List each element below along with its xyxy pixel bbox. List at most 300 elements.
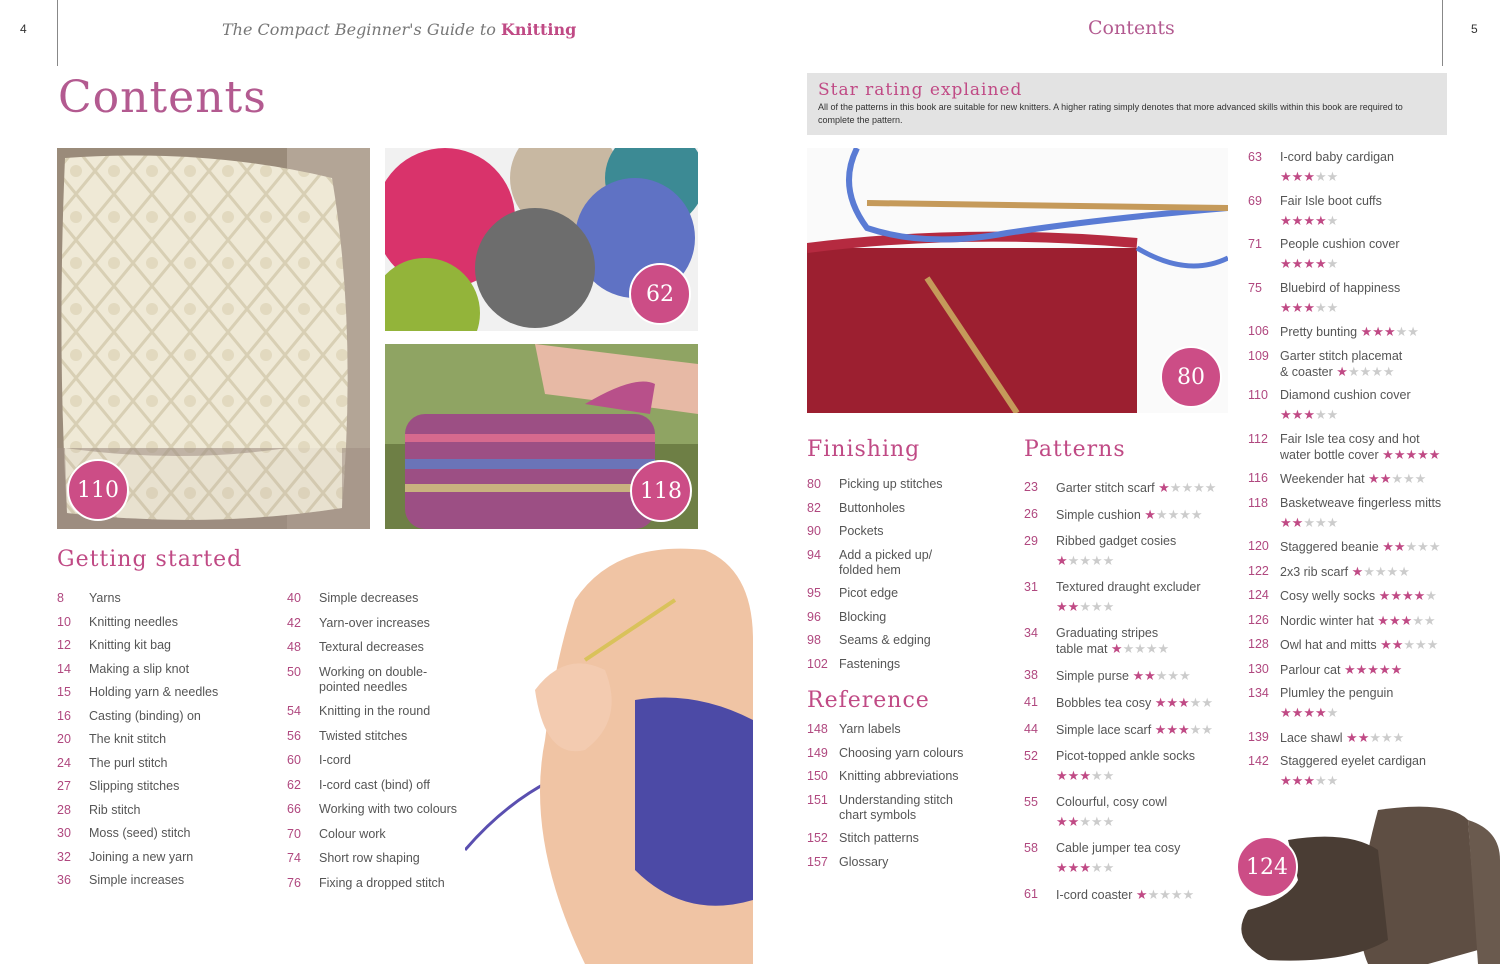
star-filled-icon: ★ bbox=[1079, 860, 1091, 875]
contents-entry bbox=[287, 665, 467, 695]
star-filled-icon: ★ bbox=[1291, 514, 1304, 530]
contents-entry bbox=[1248, 613, 1448, 629]
entry-page-number: 69 bbox=[1248, 193, 1262, 208]
star-empty-icon: ★ bbox=[1204, 480, 1217, 495]
star-empty-icon: ★ bbox=[1314, 169, 1327, 184]
star-filled-icon: ★ bbox=[1303, 256, 1315, 271]
star-empty-icon: ★ bbox=[1189, 722, 1202, 737]
entry-title: Holding yarn & needles bbox=[89, 685, 219, 699]
entry-title: Slipping stitches bbox=[89, 779, 180, 793]
left-page-number: 4 bbox=[20, 22, 27, 36]
contents-entry bbox=[807, 722, 1012, 737]
entry-title: 2x3 rib scarf bbox=[1280, 564, 1349, 579]
star-filled-icon: ★ bbox=[1135, 887, 1148, 902]
entry-page-number: 98 bbox=[807, 633, 821, 647]
star-empty-icon: ★ bbox=[1386, 563, 1399, 579]
star-empty-icon: ★ bbox=[1314, 299, 1327, 315]
star-filled-icon: ★ bbox=[1178, 695, 1190, 710]
contents-entry bbox=[1248, 662, 1448, 678]
entry-page-number: 157 bbox=[807, 854, 828, 869]
star-filled-icon: ★ bbox=[1382, 446, 1394, 462]
entry-title: I-cord coaster bbox=[1056, 888, 1133, 902]
entry-title: Working on double- bbox=[319, 664, 428, 679]
welly-socks-photo bbox=[1228, 800, 1500, 964]
knitting-needle-photo bbox=[807, 148, 1228, 413]
entry-page-number: 66 bbox=[287, 802, 301, 816]
contents-entry bbox=[807, 610, 1012, 625]
getting-started-list-1 bbox=[57, 591, 282, 897]
star-empty-icon: ★ bbox=[1079, 599, 1091, 614]
entry-page-number: 55 bbox=[1024, 795, 1038, 809]
star-rating bbox=[1111, 641, 1169, 656]
star-filled-icon: ★ bbox=[1056, 599, 1068, 614]
star-rating bbox=[1368, 471, 1426, 486]
star-filled-icon: ★ bbox=[1303, 169, 1315, 184]
star-rating bbox=[1280, 705, 1338, 720]
star-filled-icon: ★ bbox=[1154, 722, 1167, 737]
star-rating bbox=[1280, 169, 1338, 184]
entry-title-continued: chart symbols bbox=[839, 807, 917, 822]
entry-page-number: 30 bbox=[57, 826, 71, 840]
contents-entry bbox=[287, 704, 467, 719]
star-filled-icon: ★ bbox=[1336, 363, 1348, 379]
entry-page-number: 58 bbox=[1024, 841, 1038, 855]
contents-entry bbox=[807, 524, 1012, 539]
entry-page-number: 60 bbox=[287, 753, 301, 767]
entry-title: Fair Isle boot cuffs bbox=[1280, 193, 1382, 208]
entry-page-number: 27 bbox=[57, 779, 71, 793]
left-header-rule bbox=[57, 0, 58, 66]
entry-title: Understanding stitch bbox=[839, 792, 953, 807]
entry-title: Seams & edging bbox=[839, 633, 931, 647]
entry-page-number: 44 bbox=[1024, 722, 1038, 736]
contents-entry bbox=[1248, 496, 1448, 531]
entry-page-number: 134 bbox=[1248, 686, 1269, 700]
star-filled-icon: ★ bbox=[1351, 563, 1364, 579]
star-empty-icon: ★ bbox=[1426, 637, 1439, 652]
entry-page-number: 124 bbox=[1248, 588, 1269, 602]
entry-title: Yarns bbox=[89, 591, 121, 605]
star-empty-icon: ★ bbox=[1412, 612, 1424, 628]
star-filled-icon: ★ bbox=[1417, 446, 1429, 462]
entry-page-number: 15 bbox=[57, 685, 71, 699]
entry-page-number: 38 bbox=[1024, 668, 1038, 682]
star-filled-icon: ★ bbox=[1280, 256, 1292, 271]
star-filled-icon: ★ bbox=[1067, 814, 1080, 829]
star-empty-icon: ★ bbox=[1201, 722, 1213, 737]
contents-entry bbox=[807, 793, 1012, 823]
entry-title: Pretty bunting bbox=[1280, 325, 1358, 339]
star-filled-icon: ★ bbox=[1428, 446, 1441, 462]
star-empty-icon: ★ bbox=[1425, 588, 1437, 603]
entry-page-number: 63 bbox=[1248, 150, 1262, 164]
star-filled-icon: ★ bbox=[1144, 668, 1156, 683]
star-rating bbox=[1344, 662, 1402, 677]
star-empty-icon: ★ bbox=[1326, 705, 1339, 720]
contents-entry bbox=[287, 778, 467, 793]
running-head-prefix: The Compact Beginner's Guide to bbox=[222, 20, 496, 39]
right-page-number: 5 bbox=[1471, 22, 1478, 36]
entry-title: Picot-topped ankle socks bbox=[1056, 749, 1195, 763]
entry-page-number: 102 bbox=[807, 656, 828, 671]
contents-entry bbox=[287, 616, 467, 631]
entry-page-number: 128 bbox=[1248, 637, 1269, 651]
entry-title: Short row shaping bbox=[319, 851, 420, 865]
star-empty-icon: ★ bbox=[1155, 668, 1168, 683]
entry-title: Simple cushion bbox=[1056, 508, 1141, 522]
entry-page-number: 148 bbox=[807, 722, 828, 736]
entry-title: Parlour cat bbox=[1280, 662, 1341, 677]
star-filled-icon: ★ bbox=[1144, 507, 1156, 522]
contents-entry bbox=[807, 501, 1012, 516]
star-empty-icon: ★ bbox=[1326, 169, 1339, 184]
entry-page-number: 82 bbox=[807, 500, 821, 515]
entry-page-number: 76 bbox=[287, 875, 301, 890]
entry-page-number: 152 bbox=[807, 831, 828, 845]
entry-title: Pockets bbox=[839, 524, 884, 538]
reference-list bbox=[807, 722, 1012, 878]
contents-entry bbox=[807, 657, 1012, 672]
star-empty-icon: ★ bbox=[1079, 814, 1091, 829]
entry-title: Stitch patterns bbox=[839, 831, 919, 845]
star-rating bbox=[1377, 613, 1435, 628]
entry-title: Knitting abbreviations bbox=[839, 769, 959, 783]
contents-entry bbox=[57, 873, 282, 888]
star-empty-icon: ★ bbox=[1134, 641, 1146, 656]
star-filled-icon: ★ bbox=[1067, 768, 1080, 783]
entry-page-number: 40 bbox=[287, 591, 301, 605]
entry-page-number: 56 bbox=[287, 728, 301, 743]
star-empty-icon: ★ bbox=[1326, 256, 1339, 271]
star-rating bbox=[1155, 722, 1213, 737]
contents-entry bbox=[807, 586, 1012, 601]
entry-page-number: 52 bbox=[1024, 749, 1038, 763]
entry-title: Picot edge bbox=[839, 586, 899, 600]
star-filled-icon: ★ bbox=[1346, 729, 1358, 745]
entry-page-number: 71 bbox=[1248, 237, 1262, 251]
star-empty-icon: ★ bbox=[1371, 363, 1383, 379]
star-filled-icon: ★ bbox=[1280, 773, 1292, 788]
entry-page-number: 61 bbox=[1024, 887, 1038, 901]
star-filled-icon: ★ bbox=[1110, 641, 1123, 656]
entry-title: Graduating stripes bbox=[1056, 626, 1159, 640]
entry-page-number: 42 bbox=[287, 615, 301, 630]
entry-title: Bluebird of happiness bbox=[1280, 280, 1401, 295]
star-filled-icon: ★ bbox=[1391, 637, 1404, 652]
entry-title: Ribbed gadget cosies bbox=[1056, 534, 1177, 548]
contents-entry bbox=[1248, 539, 1448, 555]
star-empty-icon: ★ bbox=[1395, 324, 1408, 339]
contents-entry bbox=[57, 638, 282, 653]
star-empty-icon: ★ bbox=[1102, 860, 1115, 875]
entry-title: Cable jumper tea cosy bbox=[1056, 841, 1181, 855]
star-filled-icon: ★ bbox=[1380, 637, 1392, 652]
entry-page-number: 122 bbox=[1248, 563, 1269, 578]
entry-title: Buttonholes bbox=[839, 500, 906, 515]
entry-title: Nordic winter hat bbox=[1280, 613, 1374, 628]
entry-page-number: 126 bbox=[1248, 612, 1269, 627]
star-filled-icon: ★ bbox=[1280, 514, 1292, 530]
entry-page-number: 120 bbox=[1248, 539, 1269, 553]
star-empty-icon: ★ bbox=[1414, 471, 1427, 486]
contents-entry bbox=[807, 548, 1012, 578]
star-filled-icon: ★ bbox=[1067, 860, 1080, 875]
star-filled-icon: ★ bbox=[1367, 661, 1379, 677]
contents-entry bbox=[1024, 795, 1224, 830]
contents-entry bbox=[1024, 722, 1224, 738]
star-filled-icon: ★ bbox=[1401, 588, 1414, 603]
star-empty-icon: ★ bbox=[1403, 637, 1416, 652]
entry-page-number: 36 bbox=[57, 873, 71, 887]
entry-title: Plumley the penguin bbox=[1280, 686, 1394, 700]
contents-entry bbox=[57, 826, 282, 841]
entry-page-number: 130 bbox=[1248, 661, 1269, 676]
star-empty-icon: ★ bbox=[1326, 773, 1339, 788]
star-filled-icon: ★ bbox=[1166, 722, 1178, 737]
entry-title: Add a picked up/ bbox=[839, 547, 933, 562]
star-rating-title: Star rating explained bbox=[818, 80, 1023, 100]
entry-title: Fastenings bbox=[839, 656, 901, 671]
star-rating bbox=[1158, 480, 1216, 495]
star-rating bbox=[1280, 300, 1338, 315]
contents-entry bbox=[1024, 534, 1224, 569]
star-empty-icon: ★ bbox=[1201, 695, 1213, 710]
contents-entry bbox=[807, 831, 1012, 846]
entry-page-number: 31 bbox=[1024, 580, 1038, 594]
patterns-list-2 bbox=[1248, 150, 1448, 798]
entry-page-number: 94 bbox=[807, 547, 821, 562]
contents-entry bbox=[807, 746, 1012, 761]
star-filled-icon: ★ bbox=[1303, 407, 1315, 422]
contents-entry bbox=[287, 591, 467, 606]
entry-title: Staggered eyelet cardigan bbox=[1280, 754, 1426, 768]
star-filled-icon: ★ bbox=[1291, 299, 1304, 315]
entry-page-number: 75 bbox=[1248, 280, 1262, 295]
right-header-title: Contents bbox=[1088, 17, 1175, 39]
star-empty-icon: ★ bbox=[1398, 563, 1410, 579]
contents-entry bbox=[57, 850, 282, 865]
entry-page-number: 106 bbox=[1248, 324, 1269, 338]
page-badge: 110 bbox=[67, 459, 129, 521]
star-empty-icon: ★ bbox=[1122, 641, 1135, 656]
entry-title: Picking up stitches bbox=[839, 477, 943, 491]
contents-entry bbox=[1248, 349, 1448, 380]
contents-entry bbox=[1248, 150, 1448, 185]
entry-title: Staggered beanie bbox=[1280, 540, 1379, 554]
entry-title: Lace shawl bbox=[1280, 730, 1343, 745]
star-filled-icon: ★ bbox=[1368, 471, 1380, 486]
star-empty-icon: ★ bbox=[1102, 553, 1115, 568]
star-filled-icon: ★ bbox=[1291, 705, 1304, 720]
contents-entry bbox=[1248, 730, 1448, 746]
contents-entry bbox=[1024, 749, 1224, 784]
entry-page-number: 70 bbox=[287, 826, 301, 841]
contents-entry bbox=[57, 662, 282, 677]
entry-title: Simple purse bbox=[1056, 669, 1129, 683]
entry-page-number: 150 bbox=[807, 769, 828, 783]
star-empty-icon: ★ bbox=[1167, 668, 1180, 683]
patterns-list-1 bbox=[1024, 480, 1224, 914]
star-filled-icon: ★ bbox=[1303, 212, 1315, 228]
star-empty-icon: ★ bbox=[1179, 668, 1191, 683]
contents-entry bbox=[287, 729, 467, 744]
contents-entry bbox=[287, 640, 467, 655]
entry-title-continued: & coaster bbox=[1280, 364, 1333, 379]
star-empty-icon: ★ bbox=[1182, 887, 1195, 902]
star-filled-icon: ★ bbox=[1343, 661, 1356, 677]
page-badge: 80 bbox=[1160, 346, 1222, 408]
entry-title: Choosing yarn colours bbox=[839, 745, 964, 760]
star-filled-icon: ★ bbox=[1166, 695, 1178, 710]
star-empty-icon: ★ bbox=[1159, 887, 1171, 902]
entry-page-number: 74 bbox=[287, 851, 301, 865]
entry-page-number: 24 bbox=[57, 755, 71, 770]
star-empty-icon: ★ bbox=[1090, 860, 1103, 875]
contents-entry bbox=[1248, 194, 1448, 229]
star-empty-icon: ★ bbox=[1347, 363, 1360, 379]
star-filled-icon: ★ bbox=[1291, 256, 1304, 271]
star-rating bbox=[1136, 887, 1194, 902]
contents-entry bbox=[1024, 507, 1224, 523]
entry-title-continued: pointed needles bbox=[319, 679, 408, 694]
page-badge: 62 bbox=[629, 263, 691, 325]
entry-page-number: 139 bbox=[1248, 729, 1269, 744]
entry-title: I-cord baby cardigan bbox=[1280, 150, 1394, 164]
contents-entry bbox=[1248, 281, 1448, 316]
star-rating bbox=[1056, 553, 1114, 568]
patterns-heading: Patterns bbox=[1024, 437, 1126, 462]
star-filled-icon: ★ bbox=[1372, 324, 1384, 339]
entry-title: Yarn labels bbox=[839, 722, 901, 736]
contents-entry bbox=[1248, 324, 1448, 340]
entry-page-number: 116 bbox=[1248, 471, 1268, 485]
entry-page-number: 28 bbox=[57, 802, 71, 817]
star-empty-icon: ★ bbox=[1169, 480, 1182, 495]
contents-entry bbox=[1248, 637, 1448, 653]
finishing-heading: Finishing bbox=[807, 437, 921, 462]
entry-page-number: 142 bbox=[1248, 754, 1269, 768]
star-empty-icon: ★ bbox=[1147, 887, 1160, 902]
star-empty-icon: ★ bbox=[1067, 553, 1080, 568]
entry-page-number: 41 bbox=[1024, 695, 1038, 709]
star-rating bbox=[1361, 324, 1419, 339]
entry-title: Blocking bbox=[839, 609, 887, 624]
star-filled-icon: ★ bbox=[1400, 612, 1413, 628]
entry-page-number: 112 bbox=[1248, 431, 1268, 446]
entry-page-number: 54 bbox=[287, 704, 301, 718]
star-rating bbox=[1144, 507, 1202, 522]
contents-entry bbox=[1248, 588, 1448, 604]
star-empty-icon: ★ bbox=[1382, 363, 1395, 379]
star-empty-icon: ★ bbox=[1326, 299, 1339, 315]
entry-title: The knit stitch bbox=[89, 732, 167, 746]
entry-page-number: 12 bbox=[57, 638, 71, 652]
entry-title: Diamond cushion cover bbox=[1280, 388, 1411, 402]
star-filled-icon: ★ bbox=[1378, 661, 1391, 677]
entry-title: Textural decreases bbox=[319, 640, 424, 654]
star-rating bbox=[1380, 637, 1438, 652]
star-empty-icon: ★ bbox=[1155, 507, 1168, 522]
star-rating bbox=[1280, 213, 1338, 228]
finishing-list bbox=[807, 477, 1012, 680]
entry-title: The purl stitch bbox=[89, 755, 168, 770]
star-rating-text: All of the patterns in this book are suitable for new knitters. A higher rating simply denotes that more advanced skills within this book are required to complete the pattern. bbox=[818, 102, 1403, 125]
star-rating bbox=[1382, 539, 1440, 554]
star-empty-icon: ★ bbox=[1303, 514, 1315, 530]
contents-entry bbox=[807, 477, 1012, 492]
entry-title: Weekender hat bbox=[1280, 472, 1365, 486]
star-empty-icon: ★ bbox=[1314, 514, 1327, 530]
entry-page-number: 23 bbox=[1024, 480, 1038, 494]
star-empty-icon: ★ bbox=[1102, 768, 1115, 783]
star-filled-icon: ★ bbox=[1314, 256, 1327, 271]
star-filled-icon: ★ bbox=[1280, 705, 1292, 720]
right-header-rule bbox=[1442, 0, 1443, 66]
running-head-title: Knitting bbox=[501, 20, 577, 39]
star-empty-icon: ★ bbox=[1417, 539, 1429, 554]
entry-title: Moss (seed) stitch bbox=[89, 826, 191, 840]
contents-entry bbox=[1024, 480, 1224, 496]
entry-title: Garter stitch scarf bbox=[1056, 481, 1155, 495]
page-title: Contents bbox=[58, 72, 267, 123]
contents-entry bbox=[1248, 471, 1448, 487]
entry-page-number: 96 bbox=[807, 609, 821, 624]
entry-page-number: 109 bbox=[1248, 348, 1269, 363]
star-filled-icon: ★ bbox=[1291, 773, 1304, 788]
star-filled-icon: ★ bbox=[1360, 324, 1373, 339]
entry-page-number: 20 bbox=[57, 732, 71, 746]
entry-page-number: 80 bbox=[807, 477, 821, 491]
contents-entry bbox=[1248, 432, 1448, 463]
star-filled-icon: ★ bbox=[1383, 324, 1396, 339]
contents-entry bbox=[1024, 695, 1224, 711]
entry-title: Owl hat and mitts bbox=[1280, 638, 1377, 652]
star-rating bbox=[1056, 768, 1114, 783]
star-empty-icon: ★ bbox=[1423, 612, 1436, 628]
contents-entry bbox=[807, 633, 1012, 648]
entry-page-number: 16 bbox=[57, 708, 71, 723]
running-head bbox=[222, 20, 576, 39]
star-filled-icon: ★ bbox=[1382, 539, 1394, 554]
entry-page-number: 118 bbox=[1248, 495, 1268, 510]
contents-entry bbox=[287, 851, 467, 866]
entry-title: Knitting needles bbox=[89, 614, 178, 629]
star-rating bbox=[1379, 588, 1437, 603]
star-filled-icon: ★ bbox=[1280, 212, 1292, 228]
star-empty-icon: ★ bbox=[1314, 407, 1327, 422]
entry-page-number: 62 bbox=[287, 777, 301, 792]
star-empty-icon: ★ bbox=[1090, 768, 1103, 783]
entry-title: Casting (binding) on bbox=[89, 708, 201, 723]
star-rating bbox=[1280, 773, 1338, 788]
entry-title-continued: water bottle cover bbox=[1280, 447, 1379, 462]
star-empty-icon: ★ bbox=[1374, 563, 1387, 579]
star-filled-icon: ★ bbox=[1393, 446, 1406, 462]
star-empty-icon: ★ bbox=[1359, 363, 1372, 379]
contents-entry bbox=[287, 876, 467, 891]
star-empty-icon: ★ bbox=[1181, 480, 1194, 495]
star-empty-icon: ★ bbox=[1326, 514, 1339, 530]
entry-page-number: 110 bbox=[1248, 388, 1268, 402]
star-empty-icon: ★ bbox=[1403, 471, 1415, 486]
star-filled-icon: ★ bbox=[1291, 407, 1304, 422]
entry-title: Fixing a dropped stitch bbox=[319, 875, 445, 890]
entry-title: Bobbles tea cosy bbox=[1056, 696, 1152, 710]
reference-heading: Reference bbox=[807, 688, 930, 713]
star-empty-icon: ★ bbox=[1326, 407, 1339, 422]
star-rating-box bbox=[807, 73, 1447, 135]
star-filled-icon: ★ bbox=[1291, 212, 1304, 228]
